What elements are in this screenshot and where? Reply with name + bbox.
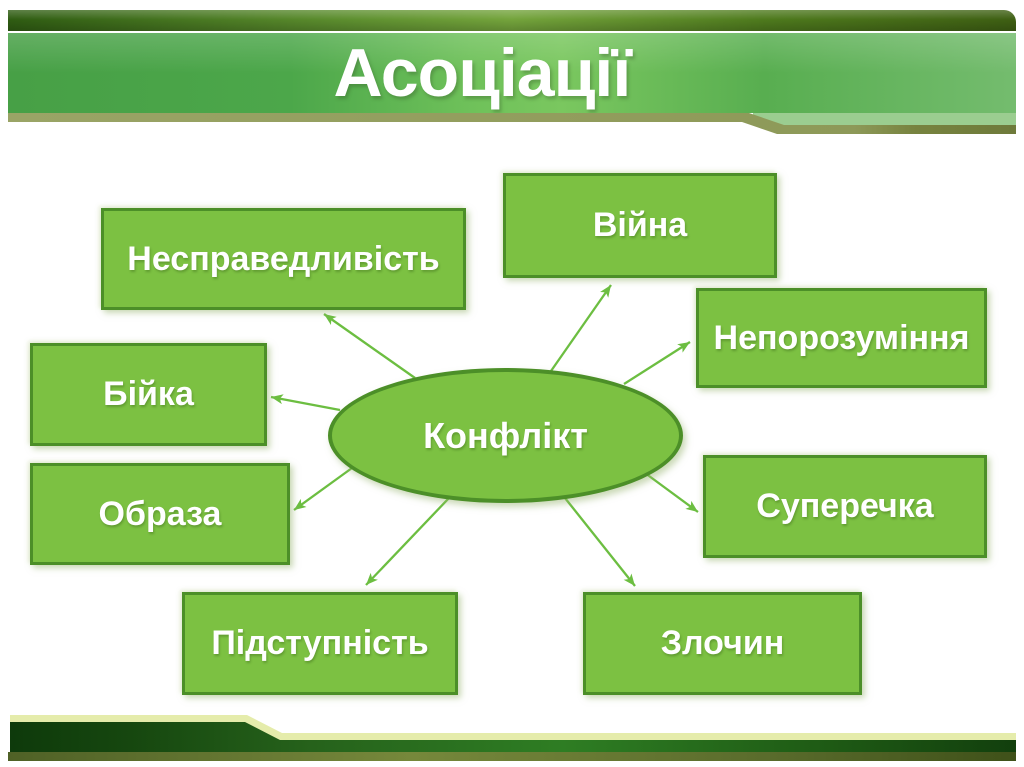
slide-title: Асоціації: [333, 35, 631, 111]
node-label: Бійка: [103, 375, 194, 413]
node-label: Несправедливість: [127, 239, 440, 278]
arrow-connector: [551, 285, 611, 371]
node-box-viyna: [503, 173, 777, 278]
node-box-biyka: [30, 343, 267, 446]
arrow-connector: [645, 473, 698, 512]
node-label: Злочин: [660, 624, 785, 662]
arrow-connector: [366, 498, 449, 585]
arrow-connector: [565, 498, 635, 586]
node-box-pidstupnist: [182, 592, 458, 695]
node-label: Непорозуміння: [713, 318, 970, 357]
node-box-obraza: [30, 463, 290, 565]
node-label: Образа: [98, 494, 222, 533]
node-label: Підступність: [211, 624, 429, 662]
center-ellipse-conflict: [328, 368, 683, 503]
arrow-connector: [294, 468, 352, 510]
title-banner: [8, 33, 1016, 113]
node-box-nespravedlyvist: [101, 208, 466, 310]
footer-ribbon-decoration: [8, 712, 1016, 762]
arrow-connector: [624, 342, 690, 384]
node-label: Суперечка: [756, 487, 934, 525]
node-box-zlochyn: [583, 592, 862, 695]
arrow-connector: [324, 314, 415, 378]
center-label: Конфлікт: [423, 414, 588, 456]
node-box-superechka: [703, 455, 987, 558]
header-ribbon-decoration: [8, 110, 1016, 142]
header-top-bar: [8, 10, 1016, 31]
node-box-neporozuminnya: [696, 288, 987, 388]
arrow-connector: [271, 397, 340, 410]
node-label: Війна: [592, 206, 688, 244]
